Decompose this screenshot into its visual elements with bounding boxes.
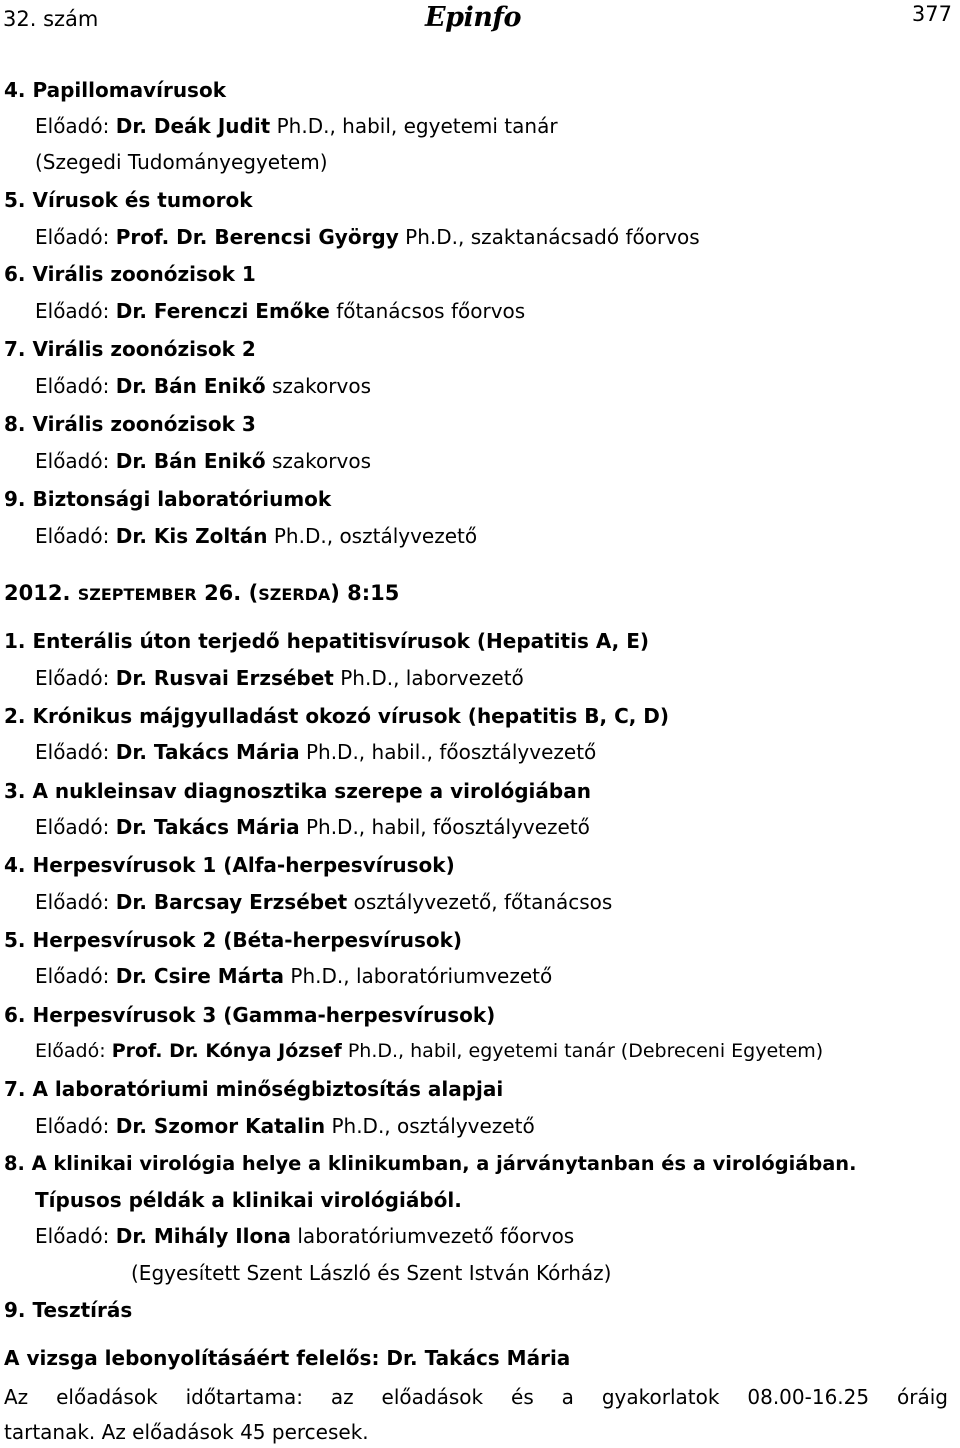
lecturer-line: Előadó: Dr. Bán Enikő szakorvos — [35, 374, 371, 398]
lecturer-line: Előadó: Dr. Barcsay Erzsébet osztályvezető, főtanácsos — [35, 890, 613, 914]
lecture-title: 9. Tesztírás — [4, 1298, 133, 1322]
lecturer-line: Előadó: Dr. Deák Judit Ph.D., habil, egyetemi tanár — [35, 114, 558, 138]
affiliation-line: (Szegedi Tudományegyetem) — [35, 150, 328, 174]
lecturer-line: Előadó: Dr. Szomor Katalin Ph.D., osztályvezető — [35, 1114, 535, 1138]
exam-responsible: A vizsga lebonyolításáért felelős: Dr. Takács Mária — [4, 1346, 571, 1370]
lecture-title: 7. A laboratóriumi minőségbiztosítás alapjai — [4, 1077, 504, 1101]
lecture-title: 5. Herpesvírusok 2 (Béta-herpesvírusok) — [4, 928, 463, 952]
lecture-title: 2. Krónikus májgyulladást okozó vírusok (hepatitis B, C, D) — [4, 704, 670, 728]
lecture-title: 9. Biztonsági laboratóriumok — [4, 487, 332, 511]
lecture-title: 7. Virális zoonózisok 2 — [4, 337, 256, 361]
lecture-title: 5. Vírusok és tumorok — [4, 188, 253, 212]
lecturer-line: Előadó: Dr. Takács Mária Ph.D., habil, főosztályvezető — [35, 815, 590, 839]
page-number: 377 — [911, 2, 952, 26]
issue-number: 32. szám — [3, 7, 99, 31]
lecturer-line: Előadó: Dr. Ferenczi Emőke főtanácsos főorvos — [35, 299, 526, 323]
lecture-title: 6. Herpesvírusok 3 (Gamma-herpesvírusok) — [4, 1003, 496, 1027]
lecturer-line: Előadó: Dr. Mihály Ilona laboratóriumvezető főorvos — [35, 1224, 575, 1248]
journal-logo: Epinfo — [425, 2, 521, 33]
lecture-title-continued: Típusos példák a klinikai virológiából. — [35, 1188, 462, 1212]
lecture-title: 1. Enterális úton terjedő hepatitisvírusok (Hepatitis A, E) — [4, 629, 650, 653]
lecture-title: 8. A klinikai virológia helye a klinikumban, a járványtanban és a virológiában. — [4, 1152, 857, 1175]
date-heading: 2012. SZEPTEMBER 26. (SZERDA) 8:15 — [4, 581, 400, 605]
lecturer-line: Előadó: Dr. Kis Zoltán Ph.D., osztályvezető — [35, 524, 478, 548]
page-header — [0, 0, 960, 40]
lecturer-line: Előadó: Dr. Rusvai Erzsébet Ph.D., laborvezető — [35, 666, 524, 690]
lecturer-line: Előadó: Dr. Bán Enikő szakorvos — [35, 449, 371, 473]
lecture-title: 3. A nukleinsav diagnosztika szerepe a virológiában — [4, 779, 591, 803]
lecturer-line: Előadó: Dr. Takács Mária Ph.D., habil., főosztályvezető — [35, 740, 597, 764]
lecturer-line: Előadó: Dr. Csire Márta Ph.D., laboratóriumvezető — [35, 964, 553, 988]
affiliation-line: (Egyesített Szent László és Szent István Kórház) — [131, 1261, 612, 1285]
lecture-title: 8. Virális zoonózisok 3 — [4, 412, 256, 436]
duration-note-line2: tartanak. Az előadások 45 percesek. — [4, 1420, 369, 1444]
lecture-title: 4. Papillomavírusok — [4, 78, 226, 102]
lecturer-line: Előadó: Prof. Dr. Berencsi György Ph.D., szaktanácsadó főorvos — [35, 225, 700, 249]
lecture-title: 4. Herpesvírusok 1 (Alfa-herpesvírusok) — [4, 853, 455, 877]
lecture-title: 6. Virális zoonózisok 1 — [4, 262, 256, 286]
lecturer-line: Előadó: Prof. Dr. Kónya József Ph.D., habil, egyetemi tanár (Debreceni Egyetem) — [35, 1040, 824, 1062]
duration-note-line1: Az előadások időtartama: az előadások és a gyakorlatok 08.00-16.25 óráig — [4, 1385, 948, 1409]
